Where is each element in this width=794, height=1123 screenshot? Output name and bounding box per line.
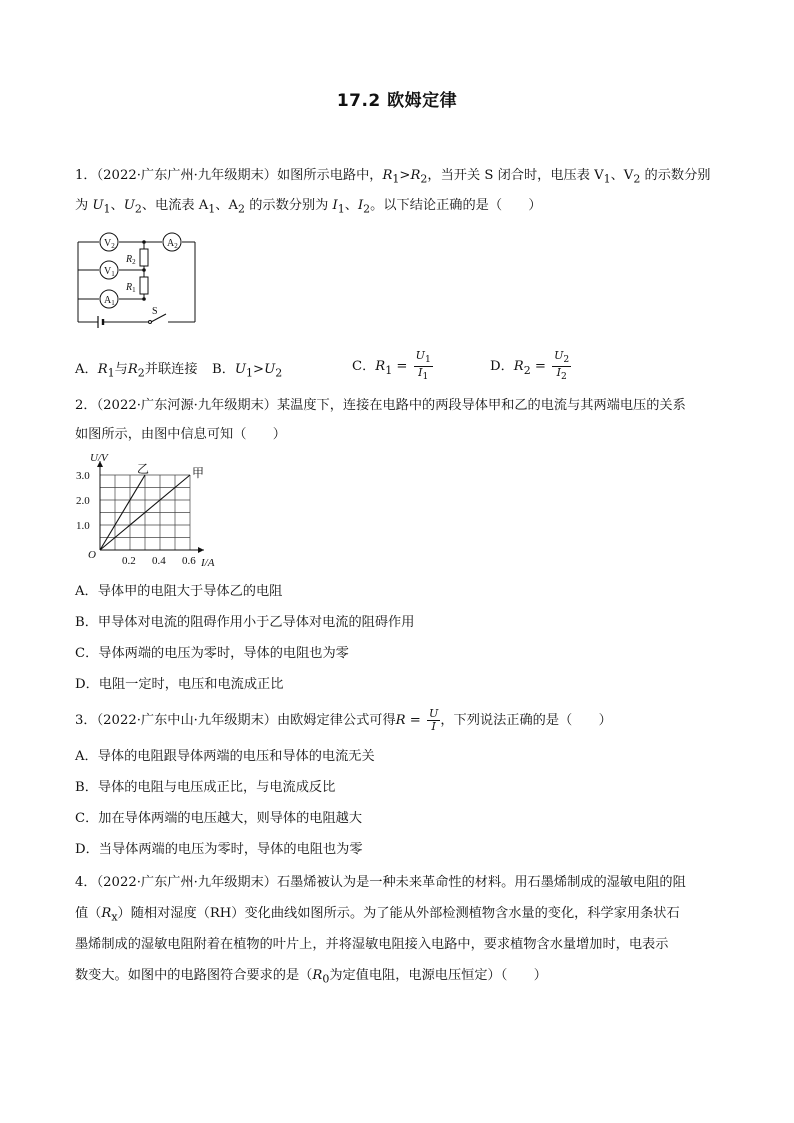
q1-option-d: D．$R_2$ = $\frac{U_2}{I_2}$ (490, 349, 570, 383)
y-axis-label: U/V (90, 452, 108, 464)
q3-option-b: B．导体的电阻与电压成正比，与电流成反比 (75, 780, 336, 795)
x-tick-label: 0.4 (152, 555, 166, 567)
switch-label: S (152, 306, 158, 317)
q1-option-b: B．$U_1>U_2$ (212, 362, 283, 380)
a1-label: $A_1$ (104, 295, 115, 307)
q2-line-1: 2．（2022·广东河源·九年级期末）某温度下，连接在电路中的两段导体甲和乙的电流与其两端电压的关系 (75, 398, 686, 413)
x-tick-label: 0.6 (182, 555, 196, 567)
v1-label: $V_1$ (104, 266, 115, 278)
v2-label: $V_2$ (104, 238, 115, 250)
q2-option-b: B．甲导体对电流的阻碍作用小于乙导体对电流的阻碍作用 (75, 615, 415, 630)
y-tick-label: 1.0 (76, 520, 90, 532)
q2-option-a: A．导体甲的电阻大于导体乙的电阻 (75, 584, 283, 599)
q1-option-a: A．$R_1$与$R_2$并联连接 (75, 362, 198, 380)
y-tick-label: 2.0 (76, 495, 90, 507)
q4-line-2: 值$(R_x)$随相对湿度（RH）变化曲线如图所示。为了能从外部检测植物含水量的变化，科学家用条状石 (75, 906, 680, 924)
q2-option-c: C．导体两端的电压为零时，导体的电阻也为零 (75, 646, 349, 661)
q3-option-d: D．当导体两端的电压为零时，导体的电阻也为零 (75, 842, 363, 857)
q3-option-c: C．加在导体两端的电压越大，则导体的电阻越大 (75, 811, 363, 826)
q2-option-d: D．电阻一定时，电压和电流成正比 (75, 677, 284, 692)
q1-circuit-diagram (74, 232, 199, 328)
q1-line-2: 为 $U_1$、$U_2$、电流表 $A_1$、$A_2$ 的示数分别为 $I_1$、$I_2$。以下结论正确的是（ ） (75, 198, 542, 216)
x-tick-label: 0.2 (122, 555, 136, 567)
q1-option-c: C．$R_1$ = $\frac{U_1}{I_1}$ (352, 349, 431, 383)
q3-line-1: 3．（2022·广东中山·九年级期末）由欧姆定律公式可得R = $\frac{U}{I}$ ，下列说法正确的是（ ） (75, 707, 612, 733)
q4-line-4: 数变大。如图中的电路图符合要求的是（$R_0$为定值电阻，电源电压恒定）（ ） (75, 968, 547, 986)
q2-ui-chart (74, 452, 224, 570)
x-axis-label: I/A (201, 557, 215, 569)
q4-line-3: 墨烯制成的湿敏电阻附着在植物的叶片上，并将湿敏电阻接入电路中，要求植物含水量增加时，电表示 (75, 937, 669, 952)
origin-label: O (88, 549, 96, 561)
page-title: 17.2 欧姆定律 (336, 91, 458, 111)
r1-label: $R_1$ (126, 282, 136, 294)
series-label-jia: 甲 (192, 466, 205, 480)
q1-line-1: 1．（2022·广东广州·九年级期末）如图所示电路中，$R_1>R_2$，当开关 S 闭合时，电压表 $V_1$、$V_2$ 的示数分别 (75, 168, 711, 186)
y-tick-label: 3.0 (76, 470, 90, 482)
q4-line-1: 4．（2022·广东广州·九年级期末）石墨烯被认为是一种未来革命性的材料。用石墨烯制成的湿敏电阻的阻 (75, 875, 686, 890)
chart-labels (76, 452, 215, 569)
a2-label: $A_2$ (167, 238, 178, 250)
r2-label: $R_2$ (126, 254, 136, 266)
q2-line-2: 如图所示，由图中信息可知（ ） (75, 427, 286, 442)
q3-option-a: A．导体的电阻跟导体两端的电压和导体的电流无关 (75, 749, 375, 764)
series-label-yi: 乙 (137, 462, 150, 476)
x-axis-arrow (198, 547, 204, 553)
q3-formula-fraction: $\frac{U}{I}$ (429, 707, 439, 733)
